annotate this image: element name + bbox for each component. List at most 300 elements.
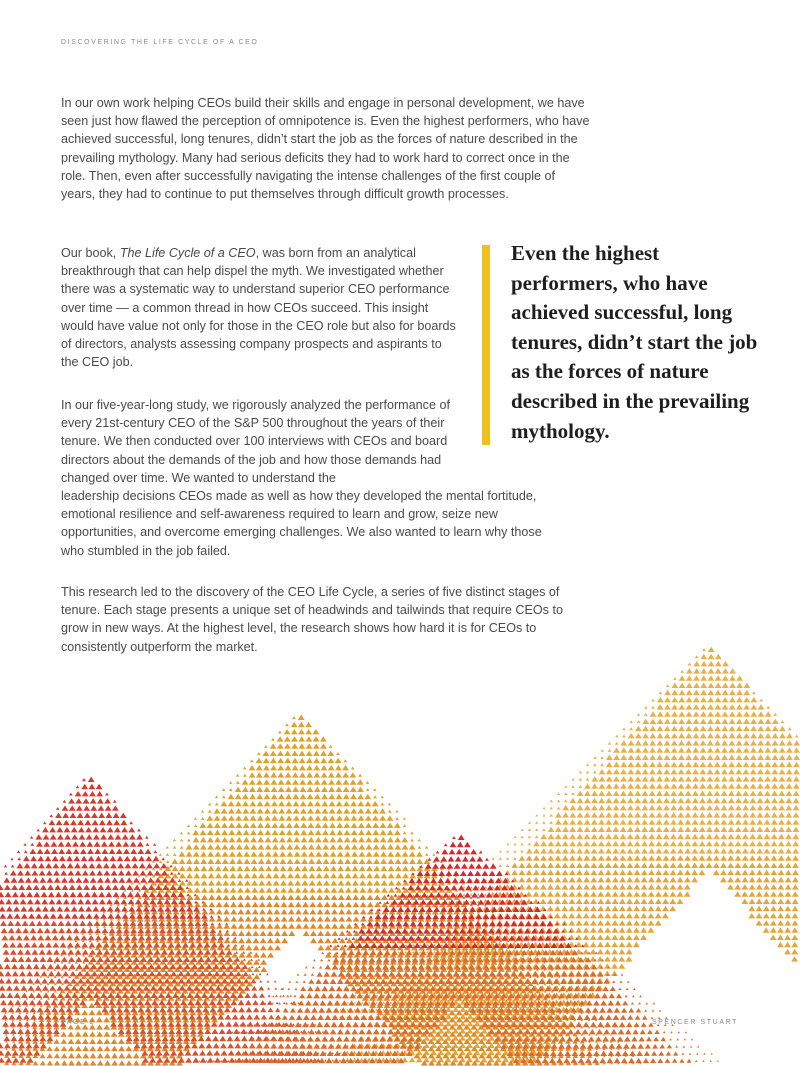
pattern-triangle bbox=[115, 841, 122, 846]
pattern-triangle bbox=[476, 856, 483, 861]
pattern-triangle bbox=[707, 697, 714, 702]
pattern-triangle bbox=[569, 848, 576, 853]
pattern-triangle bbox=[750, 747, 757, 752]
pattern-triangle bbox=[271, 738, 275, 741]
pattern-triangle bbox=[298, 715, 305, 720]
pattern-triangle bbox=[337, 866, 344, 871]
pattern-triangle bbox=[260, 959, 267, 964]
pattern-triangle bbox=[699, 827, 706, 832]
pattern-triangle bbox=[73, 935, 80, 940]
pattern-triangle bbox=[321, 772, 328, 777]
pattern-triangle bbox=[626, 891, 633, 896]
pattern-triangle bbox=[447, 863, 454, 868]
pattern-triangle bbox=[77, 813, 84, 818]
pattern-triangle bbox=[61, 1060, 68, 1065]
pattern-triangle bbox=[330, 873, 337, 878]
pattern-triangle bbox=[92, 906, 99, 911]
pattern-triangle bbox=[73, 856, 80, 861]
pattern-triangle bbox=[8, 928, 15, 933]
pattern-triangle bbox=[69, 805, 76, 810]
pattern-triangle bbox=[793, 740, 800, 745]
pattern-triangle bbox=[598, 841, 605, 846]
pattern-triangle bbox=[288, 902, 295, 907]
pattern-triangle bbox=[221, 830, 228, 835]
pattern-triangle bbox=[568, 913, 575, 918]
pattern-triangle bbox=[273, 873, 280, 878]
pattern-triangle bbox=[41, 892, 48, 897]
pattern-triangle bbox=[387, 844, 394, 849]
pattern-triangle bbox=[777, 920, 784, 925]
pattern-triangle bbox=[781, 720, 785, 723]
pattern-triangle bbox=[693, 690, 700, 695]
pattern-triangle bbox=[280, 873, 287, 878]
pattern-triangle bbox=[30, 1014, 37, 1019]
pattern-triangle bbox=[778, 827, 785, 832]
pattern-triangle bbox=[111, 1060, 118, 1065]
pattern-triangle bbox=[764, 819, 771, 824]
pattern-triangle bbox=[336, 794, 343, 799]
pattern-triangle bbox=[264, 787, 271, 792]
pattern-triangle bbox=[728, 762, 735, 767]
pattern-triangle bbox=[329, 830, 336, 835]
pattern-triangle bbox=[237, 880, 244, 885]
pattern-triangle bbox=[238, 909, 245, 914]
pattern-triangle bbox=[700, 668, 707, 673]
pattern-triangle bbox=[266, 909, 273, 914]
pattern-triangle bbox=[648, 834, 655, 839]
pattern-triangle bbox=[292, 794, 299, 799]
pattern-triangle bbox=[452, 836, 456, 839]
pattern-triangle bbox=[37, 856, 44, 861]
pattern-triangle bbox=[200, 851, 207, 856]
pattern-triangle bbox=[367, 909, 374, 914]
pattern-triangle bbox=[778, 791, 785, 796]
pattern-triangle bbox=[735, 848, 742, 853]
pattern-triangle bbox=[1, 935, 8, 940]
pattern-triangle bbox=[626, 913, 633, 918]
pattern-triangle bbox=[693, 675, 700, 680]
pattern-triangle bbox=[117, 856, 124, 861]
pattern-triangle bbox=[742, 812, 749, 817]
pattern-triangle bbox=[18, 957, 25, 962]
pattern-triangle bbox=[243, 958, 246, 961]
pattern-triangle bbox=[619, 920, 626, 925]
pattern-triangle bbox=[73, 928, 80, 933]
pattern-triangle bbox=[561, 913, 568, 918]
pattern-triangle bbox=[274, 916, 281, 921]
pattern-triangle bbox=[350, 794, 357, 799]
pattern-triangle bbox=[105, 793, 109, 796]
pattern-triangle bbox=[172, 859, 179, 864]
pattern-triangle bbox=[765, 740, 772, 745]
pattern-triangle bbox=[342, 765, 349, 770]
pattern-triangle bbox=[366, 866, 373, 871]
pattern-triangle bbox=[736, 762, 743, 767]
pattern-triangle bbox=[47, 877, 54, 882]
pattern-triangle bbox=[258, 851, 265, 856]
pattern-triangle bbox=[200, 859, 207, 864]
pattern-triangle bbox=[366, 880, 373, 885]
pattern-triangle bbox=[26, 964, 33, 969]
pattern-triangle bbox=[403, 817, 406, 820]
pattern-triangle bbox=[43, 913, 50, 918]
pattern-triangle bbox=[126, 1060, 133, 1065]
pattern-triangle bbox=[484, 893, 487, 896]
pattern-triangle bbox=[743, 755, 750, 760]
pattern-triangle bbox=[258, 844, 265, 849]
pattern-triangle bbox=[555, 812, 562, 817]
pattern-triangle bbox=[706, 848, 713, 853]
pattern-triangle bbox=[470, 893, 473, 895]
pattern-triangle bbox=[728, 798, 735, 803]
pattern-triangle bbox=[236, 830, 243, 835]
pattern-triangle bbox=[113, 800, 117, 803]
pattern-triangle bbox=[194, 901, 198, 904]
pattern-triangle bbox=[11, 957, 18, 962]
pattern-triangle bbox=[728, 819, 735, 824]
pattern-triangle bbox=[706, 819, 713, 824]
pattern-triangle bbox=[613, 747, 620, 752]
pattern-triangle bbox=[228, 808, 235, 813]
pattern-triangle bbox=[81, 856, 88, 861]
pattern-triangle bbox=[605, 827, 612, 832]
pattern-triangle bbox=[528, 828, 531, 831]
pattern-triangle bbox=[11, 865, 15, 868]
pattern-triangle bbox=[263, 765, 270, 770]
pattern-triangle bbox=[251, 966, 254, 968]
pattern-triangle bbox=[249, 794, 256, 799]
pattern-triangle bbox=[242, 779, 249, 784]
pattern-triangle bbox=[656, 848, 663, 853]
pattern-triangle bbox=[244, 859, 251, 864]
pattern-triangle bbox=[642, 783, 649, 788]
pattern-triangle bbox=[214, 830, 221, 835]
pattern-triangle bbox=[598, 855, 605, 860]
pattern-triangle bbox=[590, 891, 597, 896]
pattern-triangle bbox=[671, 697, 678, 702]
pattern-triangle bbox=[252, 902, 259, 907]
pattern-triangle bbox=[97, 1046, 104, 1051]
pattern-triangle bbox=[670, 812, 677, 817]
pattern-triangle bbox=[706, 855, 713, 860]
pattern-triangle bbox=[166, 860, 170, 863]
pattern-triangle bbox=[68, 957, 75, 962]
pattern-triangle bbox=[87, 921, 94, 926]
pattern-triangle bbox=[764, 805, 771, 810]
pattern-triangle bbox=[308, 851, 315, 856]
pattern-triangle bbox=[317, 938, 324, 943]
pattern-triangle bbox=[586, 771, 590, 774]
pattern-triangle bbox=[598, 798, 605, 803]
pattern-triangle bbox=[605, 899, 612, 904]
pattern-triangle bbox=[785, 812, 792, 817]
pattern-triangle bbox=[699, 776, 706, 781]
pattern-triangle bbox=[194, 817, 197, 820]
pattern-triangle bbox=[736, 697, 743, 702]
pattern-triangle bbox=[757, 827, 764, 832]
pattern-triangle bbox=[242, 787, 249, 792]
pattern-triangle bbox=[564, 799, 568, 802]
pattern-triangle bbox=[706, 827, 713, 832]
pattern-triangle bbox=[222, 866, 229, 871]
pattern-triangle bbox=[338, 887, 345, 892]
pattern-triangle bbox=[263, 772, 270, 777]
pattern-triangle bbox=[577, 798, 584, 803]
pattern-triangle bbox=[237, 895, 244, 900]
pattern-triangle bbox=[111, 1031, 118, 1036]
pattern-triangle bbox=[154, 850, 158, 853]
pattern-triangle bbox=[648, 906, 655, 911]
pattern-triangle bbox=[640, 920, 647, 925]
pattern-triangle bbox=[306, 736, 313, 741]
pattern-triangle bbox=[13, 899, 20, 904]
pattern-triangle bbox=[535, 814, 538, 816]
pattern-triangle bbox=[714, 704, 721, 709]
pattern-triangle bbox=[388, 873, 395, 878]
pattern-triangle bbox=[402, 859, 409, 864]
pattern-triangle bbox=[279, 815, 286, 820]
pattern-triangle bbox=[700, 690, 707, 695]
pattern-triangle bbox=[756, 863, 763, 868]
pattern-triangle bbox=[576, 848, 583, 853]
pattern-triangle bbox=[612, 877, 619, 882]
pattern-triangle bbox=[34, 899, 41, 904]
pattern-triangle bbox=[684, 870, 691, 875]
pattern-triangle bbox=[72, 921, 79, 926]
pattern-triangle bbox=[670, 863, 677, 868]
pattern-triangle bbox=[686, 668, 693, 673]
pattern-triangle bbox=[215, 796, 218, 799]
pattern-triangle bbox=[664, 762, 671, 767]
pattern-triangle bbox=[779, 740, 786, 745]
pattern-triangle bbox=[159, 853, 162, 855]
pattern-triangle bbox=[113, 892, 120, 897]
pattern-triangle bbox=[96, 870, 103, 875]
pattern-triangle bbox=[578, 785, 582, 788]
pattern-triangle bbox=[73, 849, 80, 854]
pattern-triangle bbox=[291, 729, 298, 734]
pattern-triangle bbox=[720, 848, 727, 853]
pattern-triangle bbox=[778, 870, 785, 875]
pattern-triangle bbox=[374, 895, 381, 900]
pattern-triangle bbox=[405, 951, 408, 953]
pattern-triangle bbox=[83, 805, 90, 810]
pattern-triangle bbox=[749, 855, 756, 860]
pattern-triangle bbox=[207, 830, 214, 835]
pattern-triangle bbox=[612, 884, 619, 889]
pattern-triangle bbox=[721, 798, 728, 803]
pattern-triangle bbox=[742, 841, 749, 846]
pattern-triangle bbox=[648, 877, 655, 882]
pattern-triangle bbox=[721, 755, 728, 760]
pattern-triangle bbox=[764, 841, 771, 846]
pattern-triangle bbox=[59, 856, 66, 861]
pattern-triangle bbox=[118, 870, 125, 875]
pattern-triangle bbox=[387, 815, 394, 820]
pattern-triangle bbox=[219, 1029, 226, 1034]
pattern-triangle bbox=[635, 755, 642, 760]
pattern-triangle bbox=[590, 927, 597, 932]
pattern-triangle bbox=[535, 821, 538, 824]
pattern-triangle bbox=[298, 722, 305, 727]
pattern-triangle bbox=[577, 827, 584, 832]
pattern-triangle bbox=[259, 887, 266, 892]
pattern-triangle bbox=[626, 935, 633, 940]
pattern-triangle bbox=[405, 944, 408, 946]
pattern-triangle bbox=[22, 1007, 29, 1012]
pattern-triangle bbox=[295, 902, 302, 907]
pattern-triangle bbox=[328, 765, 335, 770]
pattern-triangle bbox=[684, 848, 691, 853]
pattern-triangle bbox=[153, 863, 160, 868]
pattern-triangle bbox=[720, 855, 727, 860]
pattern-triangle bbox=[27, 899, 34, 904]
pattern-triangle bbox=[743, 704, 750, 709]
pattern-triangle bbox=[251, 979, 257, 984]
pattern-triangle bbox=[222, 795, 226, 798]
pattern-triangle bbox=[15, 1000, 22, 1005]
pattern-triangle bbox=[294, 873, 301, 878]
pattern-triangle bbox=[714, 755, 721, 760]
pattern-triangle bbox=[749, 863, 756, 868]
pattern-triangle bbox=[629, 727, 633, 730]
pattern-triangle bbox=[550, 807, 553, 810]
pattern-triangle bbox=[591, 870, 598, 875]
pattern-triangle bbox=[571, 785, 574, 788]
pattern-triangle bbox=[278, 772, 285, 777]
pattern-triangle bbox=[611, 949, 618, 954]
pattern-triangle bbox=[29, 1000, 36, 1005]
pattern-triangle bbox=[81, 1010, 88, 1015]
pattern-triangle bbox=[540, 863, 547, 868]
pattern-triangle bbox=[72, 841, 79, 846]
pattern-triangle bbox=[309, 880, 316, 885]
pattern-triangle bbox=[2, 942, 9, 947]
pattern-triangle bbox=[350, 772, 357, 777]
pattern-triangle bbox=[611, 935, 618, 940]
pattern-triangle bbox=[721, 827, 728, 832]
pattern-triangle bbox=[9, 935, 16, 940]
pattern-triangle bbox=[35, 993, 42, 998]
pattern-triangle bbox=[584, 819, 591, 824]
pattern-triangle bbox=[215, 803, 219, 806]
pattern-triangle bbox=[670, 834, 677, 839]
pattern-triangle bbox=[728, 827, 735, 832]
pattern-triangle bbox=[207, 815, 214, 820]
pattern-triangle bbox=[89, 942, 96, 947]
pattern-triangle bbox=[612, 913, 619, 918]
pattern-triangle bbox=[699, 812, 706, 817]
pattern-triangle bbox=[77, 820, 84, 825]
pattern-triangle bbox=[721, 812, 728, 817]
pattern-triangle bbox=[232, 1014, 239, 1019]
pattern-triangle bbox=[86, 913, 93, 918]
pattern-triangle bbox=[627, 841, 634, 846]
pattern-triangle bbox=[357, 787, 364, 792]
pattern-triangle bbox=[570, 798, 577, 803]
pattern-triangle bbox=[180, 832, 183, 835]
pattern-triangle bbox=[272, 844, 279, 849]
pattern-triangle bbox=[619, 855, 626, 860]
pattern-triangle bbox=[513, 843, 516, 846]
pattern-triangle bbox=[87, 841, 94, 846]
pattern-triangle bbox=[591, 812, 598, 817]
pattern-triangle bbox=[300, 815, 307, 820]
pattern-triangle bbox=[83, 957, 90, 962]
pattern-triangle bbox=[243, 979, 249, 984]
pattern-triangle bbox=[499, 850, 502, 852]
pattern-triangle bbox=[785, 819, 792, 824]
pattern-triangle bbox=[280, 866, 287, 871]
pattern-triangle bbox=[242, 794, 249, 799]
pattern-triangle bbox=[258, 859, 265, 864]
pattern-triangle bbox=[699, 791, 706, 796]
pattern-triangle bbox=[635, 726, 642, 731]
pattern-triangle bbox=[357, 794, 364, 799]
pattern-triangle bbox=[722, 704, 729, 709]
pattern-triangle bbox=[792, 906, 799, 911]
pattern-triangle bbox=[327, 751, 334, 756]
pattern-triangle bbox=[599, 769, 606, 774]
pattern-triangle bbox=[272, 851, 279, 856]
pattern-triangle bbox=[756, 906, 763, 911]
pattern-triangle bbox=[597, 891, 604, 896]
pattern-triangle bbox=[757, 747, 764, 752]
pattern-triangle bbox=[344, 830, 351, 835]
pattern-triangle bbox=[45, 863, 52, 868]
pattern-triangle bbox=[71, 993, 78, 998]
pattern-triangle bbox=[778, 877, 785, 882]
pattern-triangle bbox=[664, 697, 671, 702]
pattern-triangle bbox=[485, 858, 489, 861]
pattern-triangle bbox=[277, 758, 284, 763]
pattern-triangle bbox=[344, 859, 351, 864]
pattern-triangle bbox=[519, 863, 526, 868]
pattern-triangle bbox=[569, 834, 576, 839]
pattern-triangle bbox=[548, 834, 555, 839]
pattern-triangle bbox=[729, 733, 736, 738]
pattern-triangle bbox=[321, 801, 328, 806]
pattern-triangle bbox=[729, 726, 736, 731]
pattern-triangle bbox=[793, 791, 800, 796]
pattern-triangle bbox=[685, 791, 692, 796]
pattern-triangle bbox=[584, 783, 591, 788]
pattern-triangle bbox=[201, 873, 208, 878]
pattern-triangle bbox=[554, 891, 561, 896]
pattern-triangle bbox=[388, 880, 395, 885]
pattern-triangle bbox=[590, 935, 597, 940]
pattern-triangle bbox=[100, 913, 107, 918]
paragraph-2-lead: Our book, bbox=[61, 246, 120, 260]
pattern-triangle bbox=[26, 892, 33, 897]
pattern-triangle bbox=[640, 935, 647, 940]
pattern-triangle bbox=[218, 922, 221, 925]
pattern-triangle bbox=[267, 938, 274, 943]
pattern-triangle bbox=[650, 719, 657, 724]
pattern-triangle bbox=[271, 815, 278, 820]
pattern-triangle bbox=[743, 726, 750, 731]
pattern-triangle bbox=[108, 921, 115, 926]
pattern-triangle bbox=[620, 805, 627, 810]
pattern-triangle bbox=[672, 683, 679, 688]
pattern-triangle bbox=[270, 765, 277, 770]
pattern-triangle bbox=[238, 923, 245, 928]
pattern-triangle bbox=[32, 1029, 39, 1034]
pattern-triangle bbox=[576, 870, 583, 875]
pattern-triangle bbox=[692, 848, 699, 853]
pattern-triangle bbox=[245, 902, 252, 907]
pattern-triangle bbox=[64, 834, 71, 839]
